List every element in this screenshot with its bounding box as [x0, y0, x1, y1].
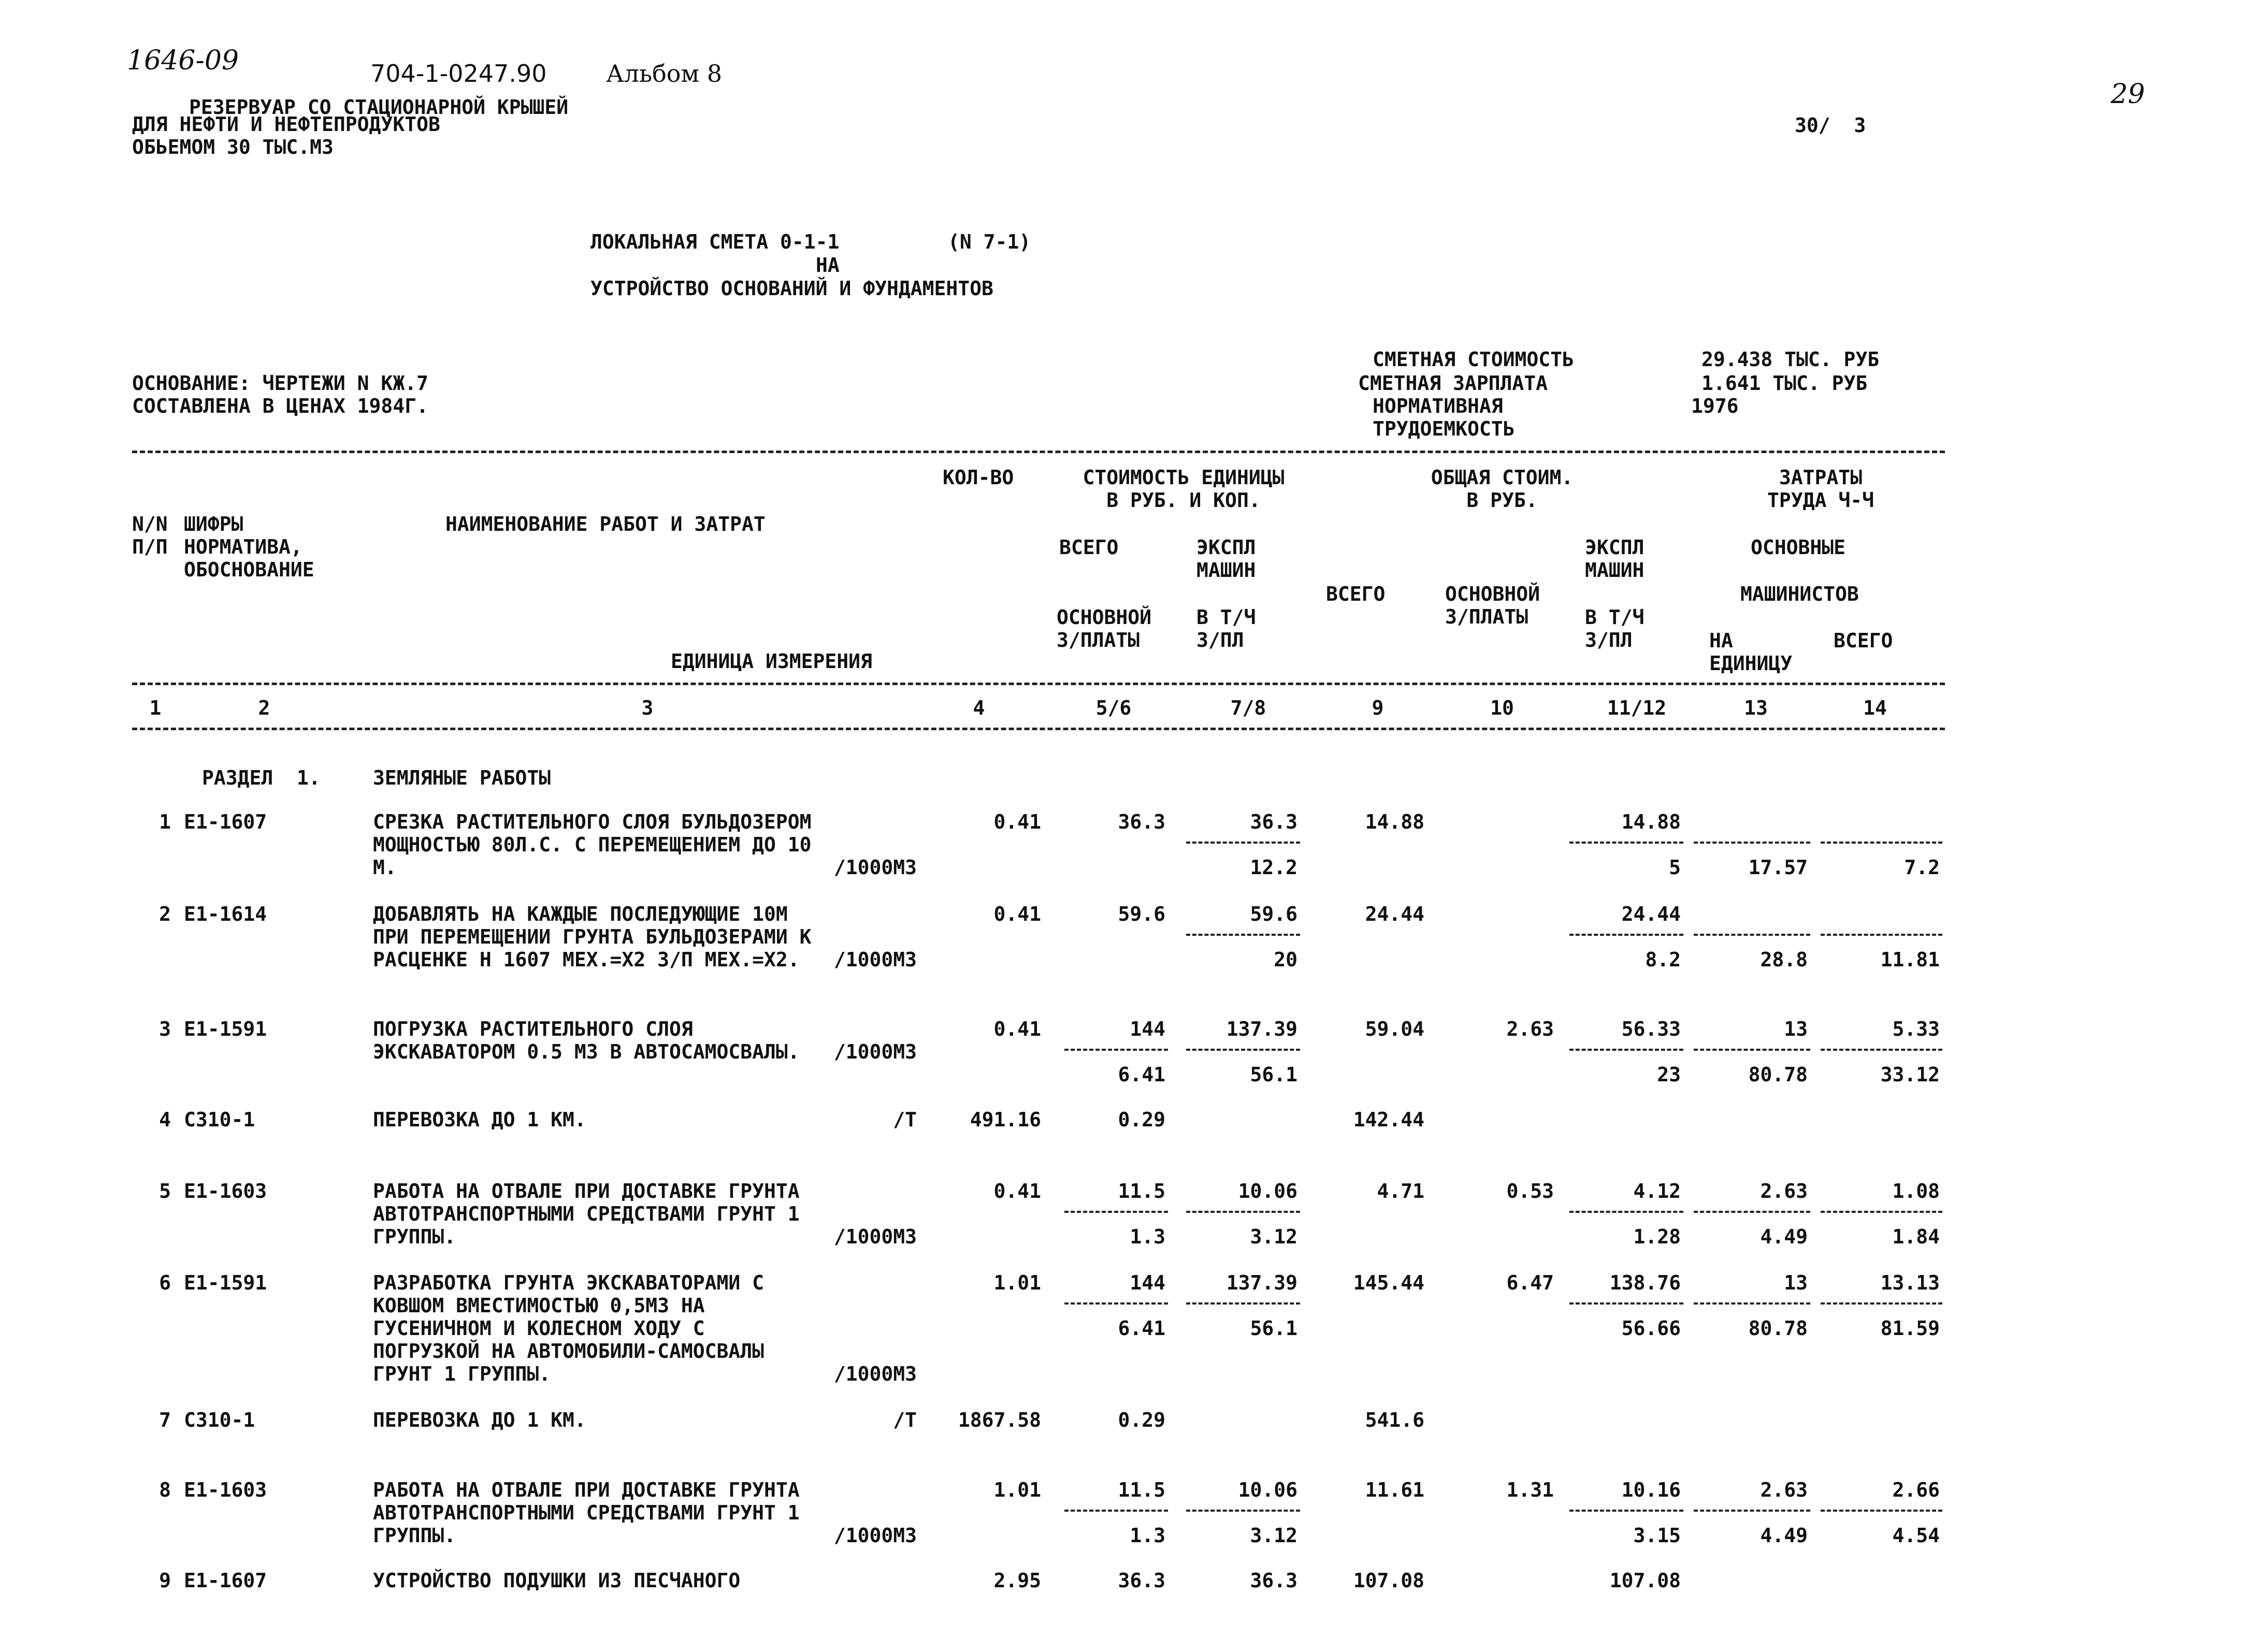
row-unit: /1000М3	[833, 1524, 917, 1547]
row-total-cost: 4.71	[1377, 1180, 1424, 1202]
col-header-lab-all: ВСЕГО	[1834, 629, 1893, 652]
row-total-machine-wage: 3.15	[1633, 1524, 1681, 1547]
row-unit-cost-machines: 137.39	[1226, 1018, 1297, 1040]
col-number-14: 14	[1863, 697, 1887, 719]
col-header-tc-all: ВСЕГО	[1326, 583, 1386, 605]
row-unit-cost-total: 11.5	[1118, 1180, 1165, 1202]
row-code: Е1-1591	[184, 1271, 267, 1294]
summary-wage-value: 1.641 ТЫС. РУБ	[1701, 372, 1868, 395]
row-description-line: ГРУППЫ.	[373, 1524, 456, 1547]
row-unit-cost-total: 36.3	[1118, 810, 1165, 833]
row-number: 8	[159, 1479, 171, 1501]
row-description-line: ПЕРЕВОЗКА ДО 1 КМ.	[373, 1409, 586, 1431]
row-unit-cost-total: 0.29	[1118, 1108, 1165, 1131]
section-name: ЗЕМЛЯНЫЕ РАБОТЫ	[373, 766, 551, 789]
row-description-line: АВТОТРАНСПОРТНЫМИ СРЕДСТВАМИ ГРУНТ 1	[373, 1202, 800, 1225]
col-header-tc-wage: ОСНОВНОЙ З/ПЛАТЫ	[1445, 583, 1540, 628]
col-header-lab-mach: МАШИНИСТОВ	[1740, 583, 1859, 605]
row-total-machine-wage: 1.28	[1633, 1225, 1681, 1248]
row-labor-main-total: 5.33	[1892, 1018, 1940, 1040]
row-divider	[1186, 842, 1300, 844]
row-unit-cost-wage: 6.41	[1118, 1317, 1165, 1340]
col-number-13: 13	[1744, 697, 1768, 719]
row-divider	[1569, 934, 1683, 936]
row-code: С310-1	[184, 1409, 255, 1431]
row-total-cost: 541.6	[1365, 1409, 1424, 1431]
row-description-line: ЭКСКАВАТОРОМ 0.5 М3 В АВТОСАМОСВАЛЫ.	[373, 1040, 800, 1063]
row-unit: /1000М3	[833, 1040, 917, 1063]
row-divider	[1186, 1211, 1300, 1213]
row-divider	[1186, 1302, 1300, 1305]
row-total-cost: 59.04	[1365, 1018, 1424, 1040]
row-divider	[1694, 1510, 1810, 1512]
project-line-3: ОБЬЕМОМ 30 ТЫС.М3	[132, 136, 334, 158]
row-unit-cost-total: 144	[1130, 1271, 1165, 1294]
row-description-line: ПРИ ПЕРЕМЕЩЕНИИ ГРУНТА БУЛЬДОЗЕРАМИ К	[373, 925, 812, 948]
row-divider	[1821, 934, 1942, 936]
row-unit-cost-total: 59.6	[1118, 903, 1165, 925]
row-labor-machinist-unit: 4.49	[1760, 1225, 1808, 1248]
row-number: 1	[159, 810, 171, 833]
col-number-11-12: 11/12	[1607, 697, 1667, 719]
row-total-machine-wage: 8.2	[1645, 948, 1681, 971]
row-code: Е1-1607	[184, 810, 267, 833]
row-number: 5	[159, 1180, 171, 1202]
row-unit-cost-total: 144	[1130, 1018, 1165, 1040]
row-total-cost: 142.44	[1353, 1108, 1424, 1131]
row-divider	[1821, 842, 1942, 844]
col-header-tc-inc: В Т/Ч З/ПЛ	[1585, 606, 1645, 651]
row-unit-cost-total: 11.5	[1118, 1479, 1165, 1501]
row-divider	[1694, 842, 1810, 844]
row-unit-cost-total: 0.29	[1118, 1409, 1165, 1431]
row-divider	[1694, 934, 1810, 936]
page-number: 29	[2111, 79, 2145, 110]
row-total-machine-wage: 56.66	[1621, 1317, 1681, 1340]
row-divider	[1064, 1211, 1168, 1213]
row-description-line: М.	[373, 856, 397, 879]
col-header-uc-all: ВСЕГО	[1059, 536, 1119, 559]
col-header-codes: ШИФРЫ НОРМАТИВА, ОБОСНОВАНИЕ	[184, 513, 314, 581]
row-unit-cost-machine-wage: 3.12	[1250, 1524, 1297, 1547]
row-labor-main-unit: 2.63	[1760, 1180, 1808, 1202]
col-header-tc-mach: ЭКСПЛ МАШИН	[1585, 536, 1645, 582]
row-total-machine-wage: 5	[1669, 856, 1681, 879]
row-description-line: КОВШОМ ВМЕСТИМОСТЬЮ 0,5М3 НА	[373, 1294, 705, 1317]
row-quantity: 2.95	[993, 1569, 1041, 1592]
row-divider	[1694, 1049, 1810, 1051]
summary-cost-label: СМЕТНАЯ СТОИМОСТЬ	[1373, 348, 1574, 371]
row-divider	[1186, 934, 1300, 936]
row-description-line: СРЕЗКА РАСТИТЕЛЬНОГО СЛОЯ БУЛЬДОЗЕРОМ	[373, 810, 812, 833]
col-number-4: 4	[973, 697, 985, 719]
col-number-10: 10	[1490, 697, 1514, 719]
row-description-line: АВТОТРАНСПОРТНЫМИ СРЕДСТВАМИ ГРУНТ 1	[373, 1501, 800, 1524]
col-header-total-cost: ОБЩАЯ СТОИМ. В РУБ.	[1431, 466, 1574, 512]
col-header-name: НАИМЕНОВАНИЕ РАБОТ И ЗАТРАТ	[445, 513, 766, 535]
row-divider	[1064, 1510, 1168, 1512]
row-total-machines: 10.16	[1621, 1479, 1681, 1501]
row-unit-cost-wage: 1.3	[1130, 1225, 1165, 1248]
album-label: Альбом 8	[606, 60, 723, 88]
row-unit-cost-machine-wage: 20	[1274, 948, 1297, 971]
col-header-lab-main: ОСНОВНЫЕ	[1751, 536, 1846, 559]
row-number: 6	[159, 1271, 171, 1294]
header-middle-rule	[132, 683, 1945, 685]
row-divider	[1186, 1049, 1300, 1051]
col-number-2: 2	[258, 697, 270, 719]
row-number: 4	[159, 1108, 171, 1131]
row-number: 9	[159, 1569, 171, 1592]
row-labor-machinist-unit: 28.8	[1760, 948, 1808, 971]
row-unit: /1000М3	[833, 1363, 917, 1385]
row-divider	[1821, 1211, 1942, 1213]
row-labor-main-total: 13.13	[1880, 1271, 1940, 1294]
row-description-line: ГУСЕНИЧНОМ И КОЛЕСНОМ ХОДУ С	[373, 1317, 705, 1340]
row-unit-cost-machine-wage: 56.1	[1250, 1063, 1297, 1086]
section-label: РАЗДЕЛ 1.	[202, 766, 321, 789]
row-labor-machinist-unit: 80.78	[1748, 1317, 1808, 1340]
header-bottom-rule	[132, 728, 1945, 730]
row-labor-main-unit: 2.63	[1760, 1479, 1808, 1501]
row-total-wage: 1.31	[1506, 1479, 1554, 1501]
col-number-5-6: 5/6	[1095, 697, 1132, 719]
row-description-line: РАБОТА НА ОТВАЛЕ ПРИ ДОСТАВКЕ ГРУНТА	[373, 1180, 800, 1202]
row-divider	[1064, 1302, 1168, 1305]
row-divider	[1821, 1510, 1942, 1512]
col-header-nn: N/N П/П	[132, 513, 168, 558]
row-description-line: ПЕРЕВОЗКА ДО 1 КМ.	[373, 1108, 586, 1131]
row-description-line: УСТРОЙСТВО ПОДУШКИ ИЗ ПЕСЧАНОГО	[373, 1569, 741, 1592]
row-unit-cost-machines: 36.3	[1250, 1569, 1297, 1592]
row-unit-cost-machines: 10.06	[1238, 1180, 1297, 1202]
summary-labor-label-1: НОРМАТИВНАЯ	[1373, 395, 1503, 417]
row-total-wage: 2.63	[1506, 1018, 1554, 1040]
col-number-1: 1	[149, 697, 162, 719]
row-labor-main-total: 2.66	[1892, 1479, 1940, 1501]
row-code: Е1-1591	[184, 1018, 267, 1040]
row-description-line: ПОГРУЗКОЙ НА АВТОМОБИЛИ-САМОСВАЛЫ	[373, 1340, 764, 1363]
row-total-machines: 14.88	[1621, 810, 1681, 833]
row-labor-main-unit: 13	[1784, 1018, 1808, 1040]
row-unit: /Т	[893, 1108, 917, 1131]
row-description-line: ПОГРУЗКА РАСТИТЕЛЬНОГО СЛОЯ	[373, 1018, 693, 1040]
row-unit-cost-machine-wage: 3.12	[1250, 1225, 1297, 1248]
sheet-reference: 30/ 3	[1795, 114, 1866, 137]
col-header-lab-unit: НА ЕДИНИЦУ	[1709, 629, 1793, 675]
row-unit-cost-machines: 59.6	[1250, 903, 1297, 925]
col-number-7-8: 7/8	[1230, 697, 1266, 719]
row-total-machine-wage: 23	[1657, 1063, 1681, 1086]
estimate-title-on: НА	[816, 254, 840, 277]
row-labor-machinist-total: 4.54	[1892, 1524, 1940, 1547]
summary-cost-value: 29.438 ТЫС. РУБ	[1701, 348, 1880, 371]
row-quantity: 0.41	[993, 1018, 1041, 1040]
handwritten-archive-number: 1646-09	[127, 45, 239, 76]
row-quantity: 1.01	[993, 1271, 1041, 1294]
estimate-title: ЛОКАЛЬНАЯ СМЕТА 0-1-1	[590, 230, 840, 253]
col-header-unit-cost: СТОИМОСТЬ ЕДИНИЦЫ В РУБ. И КОП.	[1083, 466, 1285, 512]
row-code: Е1-1607	[184, 1569, 267, 1592]
row-code: Е1-1603	[184, 1180, 267, 1202]
row-total-machines: 4.12	[1633, 1180, 1681, 1202]
row-quantity: 1867.58	[958, 1409, 1041, 1431]
row-total-machines: 56.33	[1621, 1018, 1681, 1040]
row-quantity: 491.16	[970, 1108, 1041, 1131]
basis-line-2: СОСТАВЛЕНА В ЦЕНАХ 1984Г.	[132, 395, 428, 417]
row-divider	[1694, 1302, 1810, 1305]
row-quantity: 0.41	[993, 810, 1041, 833]
row-unit-cost-machine-wage: 12.2	[1250, 856, 1297, 879]
row-unit-cost-wage: 6.41	[1118, 1063, 1165, 1086]
project-line-2: ДЛЯ НЕФТИ И НЕФТЕПРОДУКТОВ	[132, 113, 440, 136]
row-total-cost: 11.61	[1365, 1479, 1424, 1501]
summary-wage-label: СМЕТНАЯ ЗАРПЛАТА	[1358, 372, 1548, 395]
row-number: 3	[159, 1018, 171, 1040]
row-labor-machinist-total: 11.81	[1880, 948, 1940, 971]
row-unit: /1000М3	[833, 1225, 917, 1248]
row-labor-machinist-total: 1.84	[1892, 1225, 1940, 1248]
row-description-line: РАЗРАБОТКА ГРУНТА ЭКСКАВАТОРАМИ С	[373, 1271, 764, 1294]
col-header-uc-wage: ОСНОВНОЙ З/ПЛАТЫ	[1057, 606, 1152, 651]
col-number-9: 9	[1372, 697, 1384, 719]
row-unit-cost-machines: 10.06	[1238, 1479, 1297, 1501]
row-divider	[1821, 1302, 1942, 1305]
row-description-line: РАСЦЕНКЕ Н 1607 МЕХ.=Х2 З/П МЕХ.=Х2.	[373, 948, 800, 971]
row-unit: /1000М3	[833, 856, 917, 879]
row-total-machines: 138.76	[1609, 1271, 1681, 1294]
row-quantity: 0.41	[993, 903, 1041, 925]
row-total-cost: 24.44	[1365, 903, 1424, 925]
row-labor-machinist-unit: 17.57	[1748, 856, 1808, 879]
header-top-rule	[132, 451, 1945, 453]
col-header-unit: ЕДИНИЦА ИЗМЕРЕНИЯ	[671, 650, 872, 673]
row-labor-machinist-total: 7.2	[1904, 856, 1940, 879]
col-number-3: 3	[641, 697, 654, 719]
project-code: 704-1-0247.90	[370, 60, 547, 88]
row-labor-main-unit: 13	[1784, 1271, 1808, 1294]
row-unit-cost-total: 36.3	[1118, 1569, 1165, 1592]
basis-line-1: ОСНОВАНИЕ: ЧЕРТЕЖИ N КЖ.7	[132, 372, 428, 395]
row-description-line: ДОБАВЛЯТЬ НА КАЖДЫЕ ПОСЛЕДУЮЩИЕ 10М	[373, 903, 788, 925]
row-divider	[1064, 1049, 1168, 1051]
row-description-line: ГРУППЫ.	[373, 1225, 456, 1248]
row-divider	[1569, 842, 1683, 844]
row-labor-machinist-unit: 4.49	[1760, 1524, 1808, 1547]
row-code: Е1-1614	[184, 903, 267, 925]
row-divider	[1569, 1049, 1683, 1051]
row-labor-machinist-total: 33.12	[1880, 1063, 1940, 1086]
estimate-subject: УСТРОЙСТВО ОСНОВАНИЙ И ФУНДАМЕНТОВ	[590, 277, 993, 300]
row-number: 2	[159, 903, 171, 925]
row-divider	[1694, 1211, 1810, 1213]
row-description-line: МОЩНОСТЬЮ 80Л.С. С ПЕРЕМЕЩЕНИЕМ ДО 10	[373, 833, 812, 856]
row-description-line: ГРУНТ 1 ГРУППЫ.	[373, 1363, 551, 1385]
row-total-wage: 6.47	[1506, 1271, 1554, 1294]
col-header-qty: КОЛ-ВО	[943, 466, 1014, 489]
row-code: С310-1	[184, 1108, 255, 1131]
row-total-cost: 145.44	[1353, 1271, 1424, 1294]
row-unit-cost-machines: 137.39	[1226, 1271, 1297, 1294]
row-total-cost: 14.88	[1365, 810, 1424, 833]
summary-labor-value: 1976	[1691, 395, 1739, 417]
row-unit-cost-machines: 36.3	[1250, 810, 1297, 833]
col-header-uc-mach: ЭКСПЛ МАШИН	[1196, 536, 1256, 582]
row-total-wage: 0.53	[1506, 1180, 1554, 1202]
row-description-line: РАБОТА НА ОТВАЛЕ ПРИ ДОСТАВКЕ ГРУНТА	[373, 1479, 800, 1501]
summary-labor-label-2: ТРУДОЕМКОСТЬ	[1373, 417, 1515, 440]
row-labor-machinist-total: 81.59	[1880, 1317, 1940, 1340]
row-unit: /1000М3	[833, 948, 917, 971]
row-unit-cost-machine-wage: 56.1	[1250, 1317, 1297, 1340]
col-header-uc-inc: В Т/Ч З/ПЛ	[1196, 606, 1256, 651]
row-divider	[1186, 1510, 1300, 1512]
row-divider	[1569, 1211, 1683, 1213]
row-quantity: 0.41	[993, 1180, 1041, 1202]
col-header-labor: ЗАТРАТЫ ТРУДА Ч-Ч	[1767, 466, 1874, 512]
row-labor-machinist-unit: 80.78	[1748, 1063, 1808, 1086]
row-divider	[1569, 1302, 1683, 1305]
project-line-1: РЕЗЕРВУАР СО СТАЦИОНАРНОЙ КРЫШЕЙ	[189, 96, 569, 119]
row-number: 7	[159, 1409, 171, 1431]
row-total-machines: 24.44	[1621, 903, 1681, 925]
row-unit: /Т	[893, 1409, 917, 1431]
row-code: Е1-1603	[184, 1479, 267, 1501]
estimate-code: (N 7-1)	[948, 230, 1031, 253]
row-total-cost: 107.08	[1353, 1569, 1424, 1592]
row-labor-main-total: 1.08	[1892, 1180, 1940, 1202]
row-divider	[1569, 1510, 1683, 1512]
row-total-machines: 107.08	[1609, 1569, 1681, 1592]
row-divider	[1821, 1049, 1942, 1051]
row-unit-cost-wage: 1.3	[1130, 1524, 1165, 1547]
row-quantity: 1.01	[993, 1479, 1041, 1501]
